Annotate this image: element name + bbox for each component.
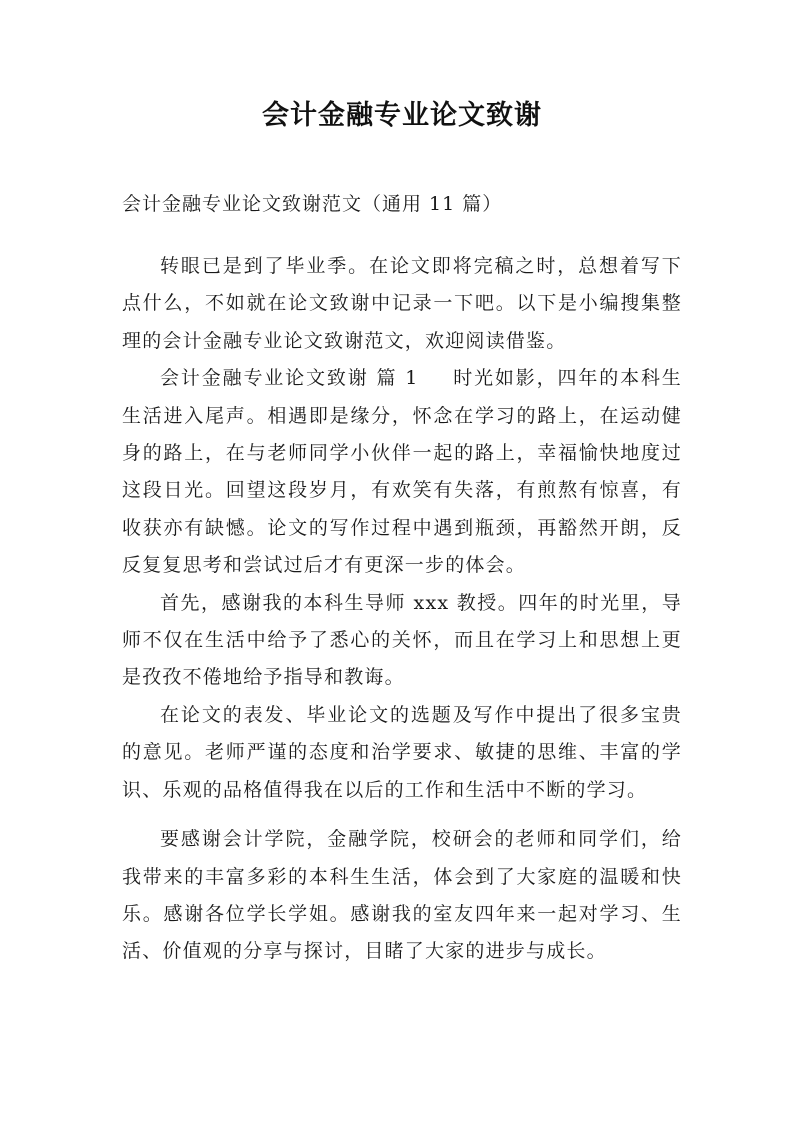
thanks-advisor-paragraph: 首先，感谢我的本科生导师 xxx 教授。四年的时光里，导师不仅在生活中给予了悉心的关怀，而且在学习上和思想上更是孜孜不倦地给予指导和教诲。 <box>122 591 682 689</box>
section-1-text: 时光如影，四年的本科生生活进入尾声。相遇即是缘分，怀念在学习的路上，在运动健身的路上，在与老师同学小伙伴一起的路上，幸福愉快地度过这段日光。回望这段岁月，有欢笑有失落，有煎熬有惊喜，有收获亦有缺憾。论文的写作过程中遇到瓶颈，再豁然开朗，反反复复思考和尝试过后才有更深一步的体会。 <box>122 367 683 577</box>
section-1-heading: 会计金融专业论文致谢 篇 1 <box>160 367 419 390</box>
thanks-college-paragraph: 要感谢会计学院，金融学院，校研会的老师和同学们，给我带来的丰富多彩的本科生生活，体会到了大家庭的温暖和快乐。感谢各位学长学姐。感谢我的室友四年来一起对学习、生活、价值观的分享与探讨，目睹了大家的进步与成长。 <box>122 828 682 963</box>
document-body <box>122 248 682 971</box>
document-subtitle: 会计金融专业论文致谢范文（通用 11 篇） <box>122 193 503 215</box>
intro-paragraph: 转眼已是到了毕业季。在论文即将完稿之时，总想着写下点什么，不如就在论文致谢中记录一下吧。以下是小编搜集整理的会计金融专业论文致谢范文，欢迎阅读借鉴。 <box>122 255 682 352</box>
document-title: 会计金融专业论文致谢 <box>262 100 542 131</box>
section-1-paragraph <box>122 360 682 584</box>
thanks-advice-paragraph: 在论文的表发、毕业论文的选题及写作中提出了很多宝贵的意见。老师严谨的态度和治学要求、敏捷的思维、丰富的学识、乐观的品格值得我在以后的工作和生活中不断的学习。 <box>122 703 682 801</box>
